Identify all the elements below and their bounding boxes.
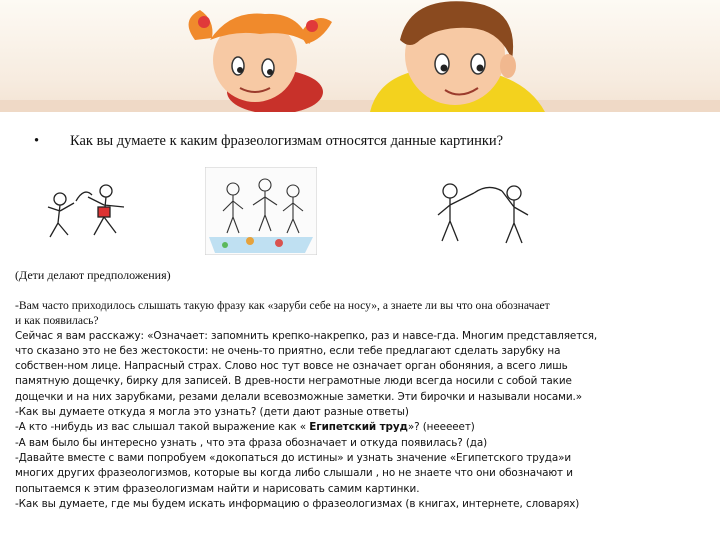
boy-figure xyxy=(370,1,545,112)
text-line: что сказано это не без жестокости: не очень-то приятно, если тебе предлагают сделать зарубку на xyxy=(15,344,561,357)
text-line: собствен-ном лице. Напрасный страх. Слово нос тут вовсе не означает орган обоняния, а всего лишь xyxy=(15,360,568,373)
text-line-start: -А кто -нибудь из вас слышал такой выражение как « xyxy=(15,421,310,434)
answer-note: (Дети делают предположения) xyxy=(15,268,171,282)
phrase-bold: Египетский труд xyxy=(309,421,408,434)
text-line xyxy=(15,420,705,435)
text-line-end: »? (нееееет) xyxy=(407,421,475,434)
text-line: и как появилась? xyxy=(15,314,99,328)
text-line: дощечки и на них зарубками, резами делали всевозможные заметки. Эти бирочки и называли носами.» xyxy=(15,390,583,403)
text-line: -Вам часто приходилось слышать такую фразу как «заруби себе на носу», а знаете ли вы что она обозначает xyxy=(15,299,550,312)
text-line: -Как вы думаете откуда я могла это узнать? (дети дают разные ответы) xyxy=(15,406,409,419)
picture-3 xyxy=(428,175,538,249)
picture-2 xyxy=(205,167,317,255)
text-line: -Давайте вместе с вами попробуем «докопаться до истины» и узнать значение «Египетского труда»и xyxy=(15,451,572,464)
text-line: памятную дощечку, бирку для записей. В древ-ности неграмотные люди всегда носили с собой такие xyxy=(15,375,572,388)
picture-1 xyxy=(40,177,136,247)
pictures-row xyxy=(0,165,720,255)
text-line: попытаемся к этим фразеологизмам найти и нарисовать самим картинки. xyxy=(15,482,420,495)
text-line: -А вам было бы интересно узнать , что эта фраза обозначает и откуда появилась? (да) xyxy=(15,436,488,449)
text-line: -Как вы думаете, где мы будем искать информацию о фразеологизмах (в книгах, интернете, словарях) xyxy=(15,497,580,510)
header-illustration xyxy=(0,0,720,112)
text-line: многих других фразеологизмов, которые вы когда либо слышали , но не знаете что они обозначают и xyxy=(15,467,573,480)
text-line: Сейчас я вам расскажу: «Означает: запомнить крепко-накрепко, раз и навсе-гда. Многим представляется, xyxy=(15,329,598,342)
question-text: Как вы думаете к каким фразеологизмам относятся данные картинки? xyxy=(70,133,504,149)
kids-illustration xyxy=(0,0,720,112)
bullet: • xyxy=(34,133,40,149)
girl-figure xyxy=(189,10,332,112)
lesson-text xyxy=(15,298,705,512)
